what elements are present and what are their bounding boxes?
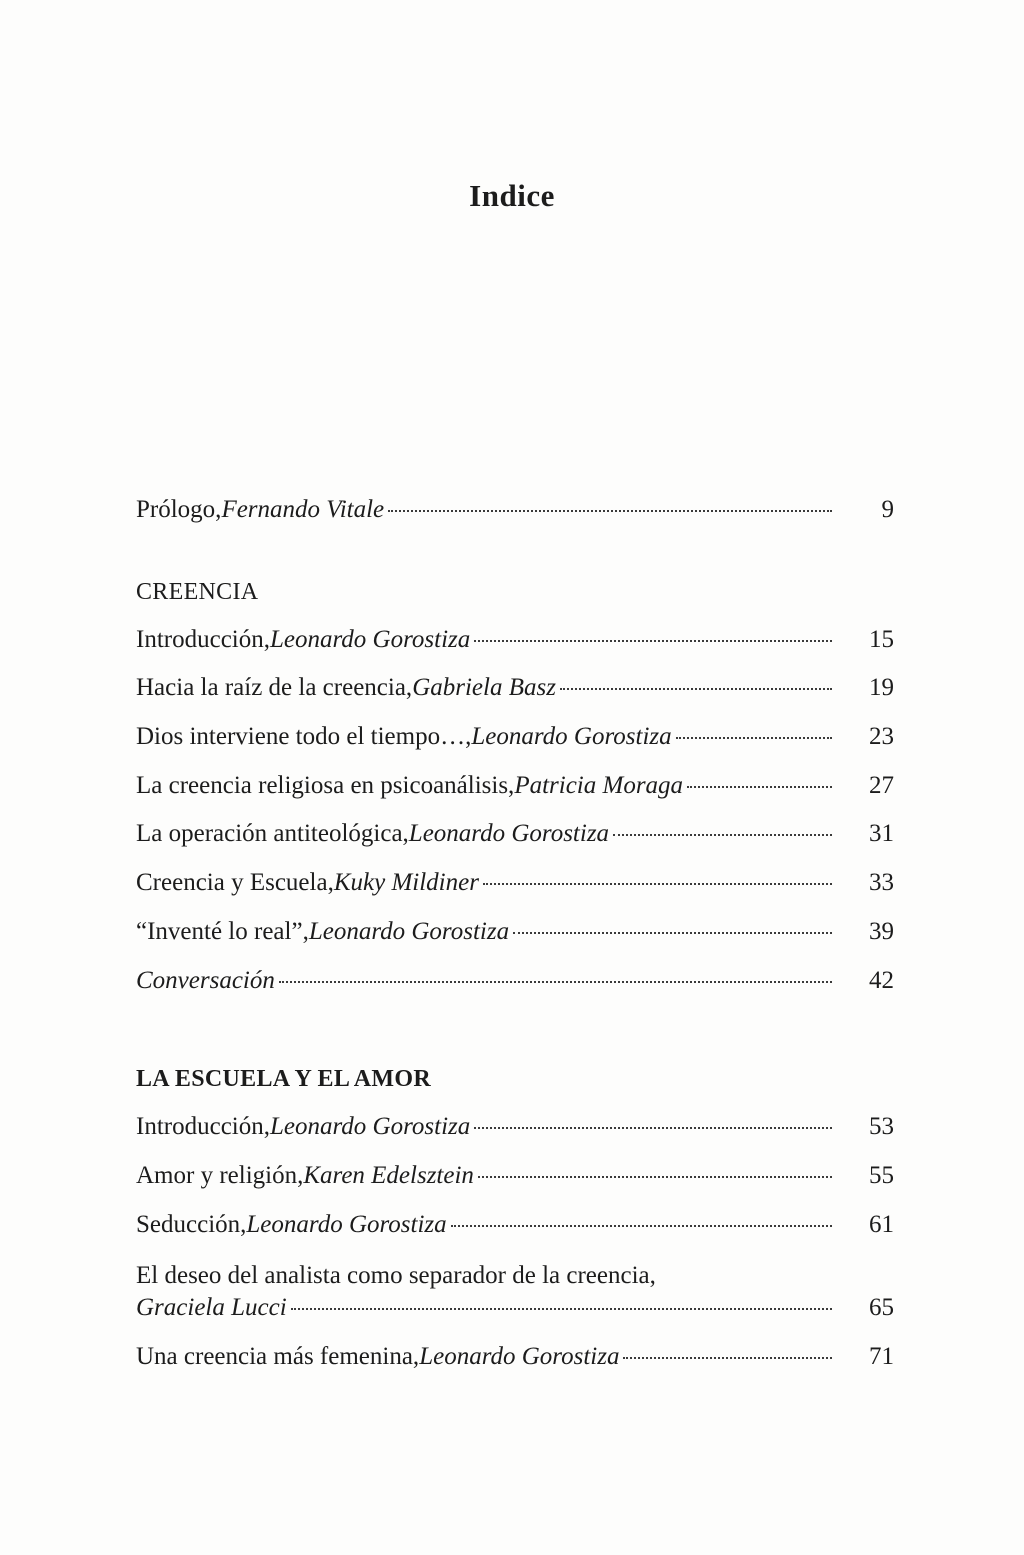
entry-page-number: 15 bbox=[869, 626, 894, 653]
entry-author: Fernando Vitale bbox=[221, 496, 385, 523]
dot-leader bbox=[560, 688, 832, 690]
entry-page-number: 61 bbox=[869, 1211, 894, 1238]
dot-leader bbox=[451, 1225, 832, 1227]
entry-text: Introducción, bbox=[136, 626, 270, 653]
toc-entry-two-line bbox=[136, 1292, 894, 1324]
entry-author: Leonardo Gorostiza bbox=[308, 918, 510, 945]
toc-entry bbox=[136, 624, 894, 656]
entry-author: Kuky Mildiner bbox=[333, 869, 479, 896]
entry-text: Dios interviene todo el tiempo…, bbox=[136, 723, 472, 750]
entry-text: La operación antiteológica, bbox=[136, 820, 409, 847]
entry-page-number: 55 bbox=[869, 1162, 894, 1189]
dot-leader bbox=[478, 1176, 832, 1178]
page-title: Indice bbox=[469, 178, 555, 213]
entry-title: Conversación bbox=[136, 967, 275, 994]
dot-leader bbox=[676, 737, 832, 739]
entry-page-number: 65 bbox=[869, 1294, 894, 1321]
dot-leader bbox=[613, 834, 832, 836]
dot-leader bbox=[483, 883, 832, 885]
entry-page-number: 31 bbox=[869, 820, 894, 847]
entry-page-number: 9 bbox=[881, 496, 894, 523]
toc-entry-conversation bbox=[136, 965, 894, 997]
entry-page-number: 27 bbox=[869, 772, 894, 799]
toc-entry bbox=[136, 1111, 894, 1143]
dot-leader bbox=[388, 510, 832, 512]
toc-entry bbox=[136, 867, 894, 899]
toc-entry bbox=[136, 672, 894, 704]
entry-text: “Inventé lo real”, bbox=[136, 918, 309, 945]
entry-text: Hacia la raíz de la creencia, bbox=[136, 674, 413, 701]
entry-author: Leonardo Gorostiza bbox=[269, 1113, 471, 1140]
entry-author: Leonardo Gorostiza bbox=[408, 820, 610, 847]
entry-author: Graciela Lucci bbox=[136, 1294, 287, 1321]
entry-author: Patricia Moraga bbox=[514, 772, 684, 799]
entry-author: Leonardo Gorostiza bbox=[269, 626, 471, 653]
toc-entry bbox=[136, 1341, 894, 1373]
toc-entry bbox=[136, 1160, 894, 1192]
entry-text: Una creencia más femenina, bbox=[136, 1343, 420, 1370]
entry-text: Creencia y Escuela, bbox=[136, 869, 334, 896]
entry-page-number: 33 bbox=[869, 869, 894, 896]
dot-leader bbox=[474, 640, 832, 642]
entry-page-number: 42 bbox=[869, 967, 894, 994]
entry-text: Seducción, bbox=[136, 1211, 247, 1238]
dot-leader bbox=[474, 1127, 832, 1129]
section-heading-creencia: CREENCIA bbox=[136, 579, 259, 605]
dot-leader bbox=[687, 786, 832, 788]
entry-author: Leonardo Gorostiza bbox=[419, 1343, 620, 1370]
entry-text-line: El deseo del analista como separador de la creencia, bbox=[136, 1262, 656, 1289]
toc-entry-prologue bbox=[136, 494, 894, 526]
dot-leader bbox=[291, 1308, 832, 1310]
entry-author: Gabriela Basz bbox=[412, 674, 556, 701]
entry-page-number: 39 bbox=[869, 918, 894, 945]
entry-page-number: 23 bbox=[869, 723, 894, 750]
toc-entry bbox=[136, 818, 894, 850]
entry-text: La creencia religiosa en psicoanálisis, bbox=[136, 772, 515, 799]
entry-text: Prólogo, bbox=[136, 496, 222, 523]
toc-entry bbox=[136, 770, 894, 802]
toc-entry bbox=[136, 1209, 894, 1241]
entry-page-number: 71 bbox=[869, 1343, 894, 1370]
toc-entry bbox=[136, 721, 894, 753]
entry-author: Leonardo Gorostiza bbox=[246, 1211, 447, 1238]
entry-text: Introducción, bbox=[136, 1113, 270, 1140]
dot-leader bbox=[279, 981, 832, 983]
toc-entry bbox=[136, 916, 894, 948]
dot-leader bbox=[623, 1357, 832, 1359]
entry-page-number: 19 bbox=[869, 674, 894, 701]
entry-author: Leonardo Gorostiza bbox=[471, 723, 672, 750]
entry-author: Karen Edelsztein bbox=[303, 1162, 474, 1189]
entry-text: Amor y religión, bbox=[136, 1162, 304, 1189]
section-heading-la-escuela-y-el-amor: LA ESCUELA Y EL AMOR bbox=[136, 1066, 431, 1092]
dot-leader bbox=[513, 932, 832, 934]
entry-page-number: 53 bbox=[869, 1113, 894, 1140]
